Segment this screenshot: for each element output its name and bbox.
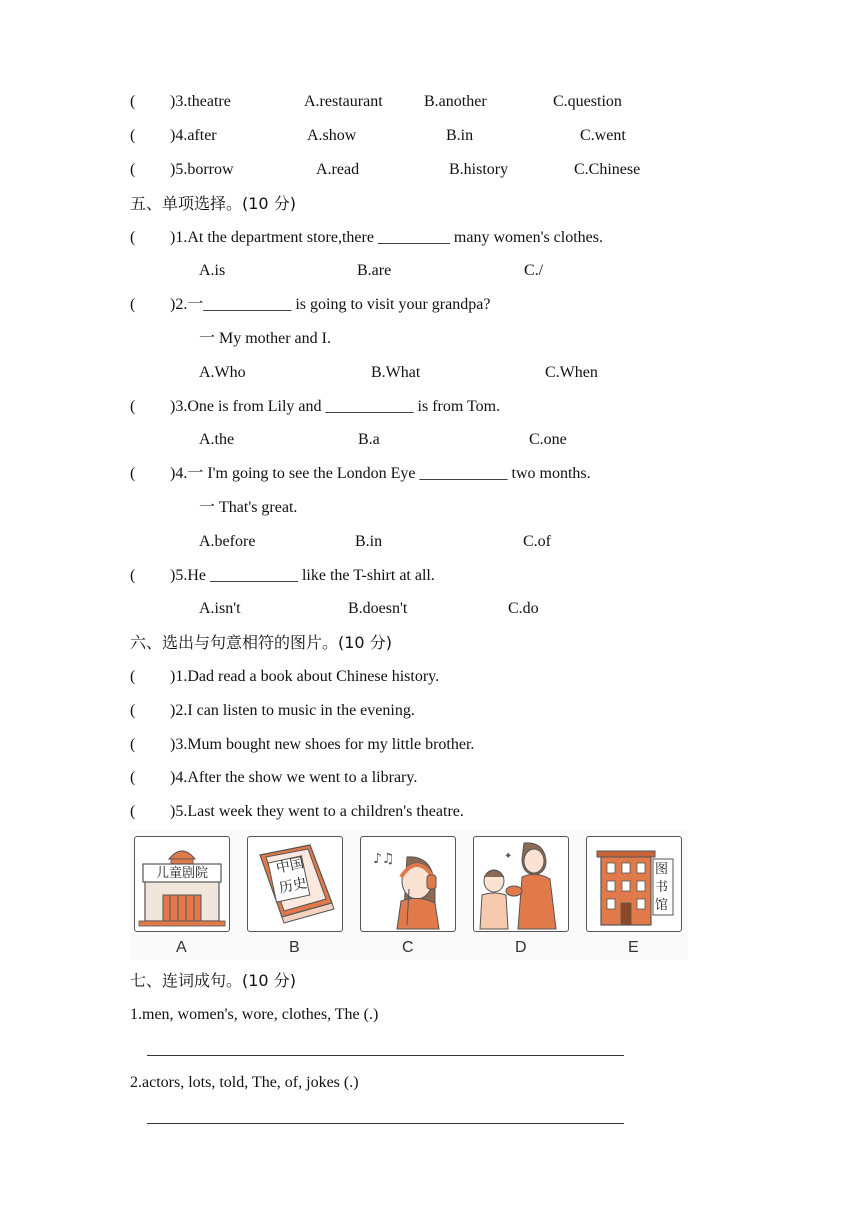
question-word: )4.after <box>170 127 217 144</box>
history-book-icon <box>247 836 343 932</box>
question-word: )5.borrow <box>170 161 234 178</box>
option-b: B.What <box>371 364 421 381</box>
library-sign-char-2: 书 <box>655 880 669 895</box>
option-a: A.isn't <box>199 600 241 617</box>
theatre-sign-text: 儿童剧院 <box>155 866 208 881</box>
question-text: )4.一 I'm going to see the London Eye ___________ two months. <box>170 465 591 482</box>
option-c: C.of <box>523 533 551 550</box>
answer-line-1[interactable] <box>147 1055 624 1056</box>
option-b: B.a <box>358 431 380 448</box>
option-c: C.When <box>545 364 598 381</box>
section-5-title: 五、单项选择。(10 分) <box>130 194 296 213</box>
answer-bracket[interactable]: ( <box>130 398 136 415</box>
option-c: C.went <box>580 127 626 144</box>
sentence-text: )5.Last week they went to a children's theatre. <box>170 803 464 820</box>
library-icon <box>586 836 682 932</box>
answer-bracket[interactable]: ( <box>130 296 136 313</box>
word-order-prompt-2: 2.actors, lots, told, The, of, jokes (.) <box>130 1074 359 1091</box>
picture-label-d: D <box>515 939 527 956</box>
answer-line-2[interactable] <box>147 1123 624 1124</box>
option-c: C.Chinese <box>574 161 641 178</box>
option-c: C./ <box>524 262 544 279</box>
question-text: )1.At the department store,there _________ many women's clothes. <box>170 229 603 246</box>
answer-bracket[interactable]: ( <box>130 668 136 685</box>
sentence-text: )4.After the show we went to a library. <box>170 769 418 786</box>
library-sign-char-1: 图 <box>655 862 669 877</box>
answer-bracket[interactable]: ( <box>130 229 136 246</box>
question-word: )3.theatre <box>170 93 231 110</box>
svg-text:✦: ✦ <box>504 851 513 862</box>
option-c: C.one <box>529 431 567 448</box>
answer-bracket[interactable]: ( <box>130 161 136 178</box>
picture-label-e: E <box>628 939 639 956</box>
answer-bracket[interactable]: ( <box>130 702 136 719</box>
option-a: A.restaurant <box>304 93 383 110</box>
theatre-icon <box>134 836 230 932</box>
answer-bracket[interactable]: ( <box>130 127 136 144</box>
option-b: B.another <box>424 93 487 110</box>
mother-son-shoes-icon <box>473 836 569 932</box>
option-a: A.the <box>199 431 235 448</box>
answer-bracket[interactable]: ( <box>130 93 136 110</box>
book-title-line-2: 历史 <box>277 875 309 897</box>
option-a: A.before <box>199 533 256 550</box>
option-c: C.question <box>553 93 622 110</box>
question-text: )3.One is from Lily and ___________ is from Tom. <box>170 398 501 415</box>
option-c: C.do <box>508 600 539 617</box>
option-b: B.doesn't <box>348 600 408 617</box>
option-b: B.in <box>446 127 474 144</box>
picture-label-b: B <box>289 939 300 956</box>
option-a: A.Who <box>199 364 246 381</box>
question-text: )5.He ___________ like the T-shirt at all. <box>170 567 435 584</box>
library-sign-char-3: 馆 <box>655 898 669 913</box>
answer-bracket[interactable]: ( <box>130 769 136 786</box>
section-7-title: 七、连词成句。(10 分) <box>130 971 296 990</box>
book-title-line-1: 中国 <box>274 855 306 877</box>
option-a: A.is <box>199 262 226 279</box>
answer-bracket[interactable]: ( <box>130 803 136 820</box>
picture-label-c: C <box>402 939 414 956</box>
dialogue-reply: 一 My mother and I. <box>199 330 331 347</box>
dialogue-reply: 一 That's great. <box>199 499 298 516</box>
answer-bracket[interactable]: ( <box>130 567 136 584</box>
svg-text:♪♫: ♪♫ <box>373 851 395 867</box>
option-b: B.in <box>355 533 383 550</box>
option-b: B.history <box>449 161 509 178</box>
option-b: B.are <box>357 262 392 279</box>
sentence-text: )1.Dad read a book about Chinese history. <box>170 668 440 685</box>
answer-bracket[interactable]: ( <box>130 465 136 482</box>
option-a: A.show <box>307 127 357 144</box>
picture-label-a: A <box>176 939 187 956</box>
sentence-text: )3.Mum bought new shoes for my little brother. <box>170 736 475 753</box>
question-text: )2.一___________ is going to visit your grandpa? <box>170 296 491 313</box>
answer-bracket[interactable]: ( <box>130 736 136 753</box>
girl-headphones-icon <box>360 836 456 932</box>
section-6-title: 六、选出与句意相符的图片。(10 分) <box>130 633 392 652</box>
sentence-text: )2.I can listen to music in the evening. <box>170 702 415 719</box>
option-a: A.read <box>316 161 360 178</box>
word-order-prompt-1: 1.men, women's, wore, clothes, The (.) <box>130 1006 379 1023</box>
